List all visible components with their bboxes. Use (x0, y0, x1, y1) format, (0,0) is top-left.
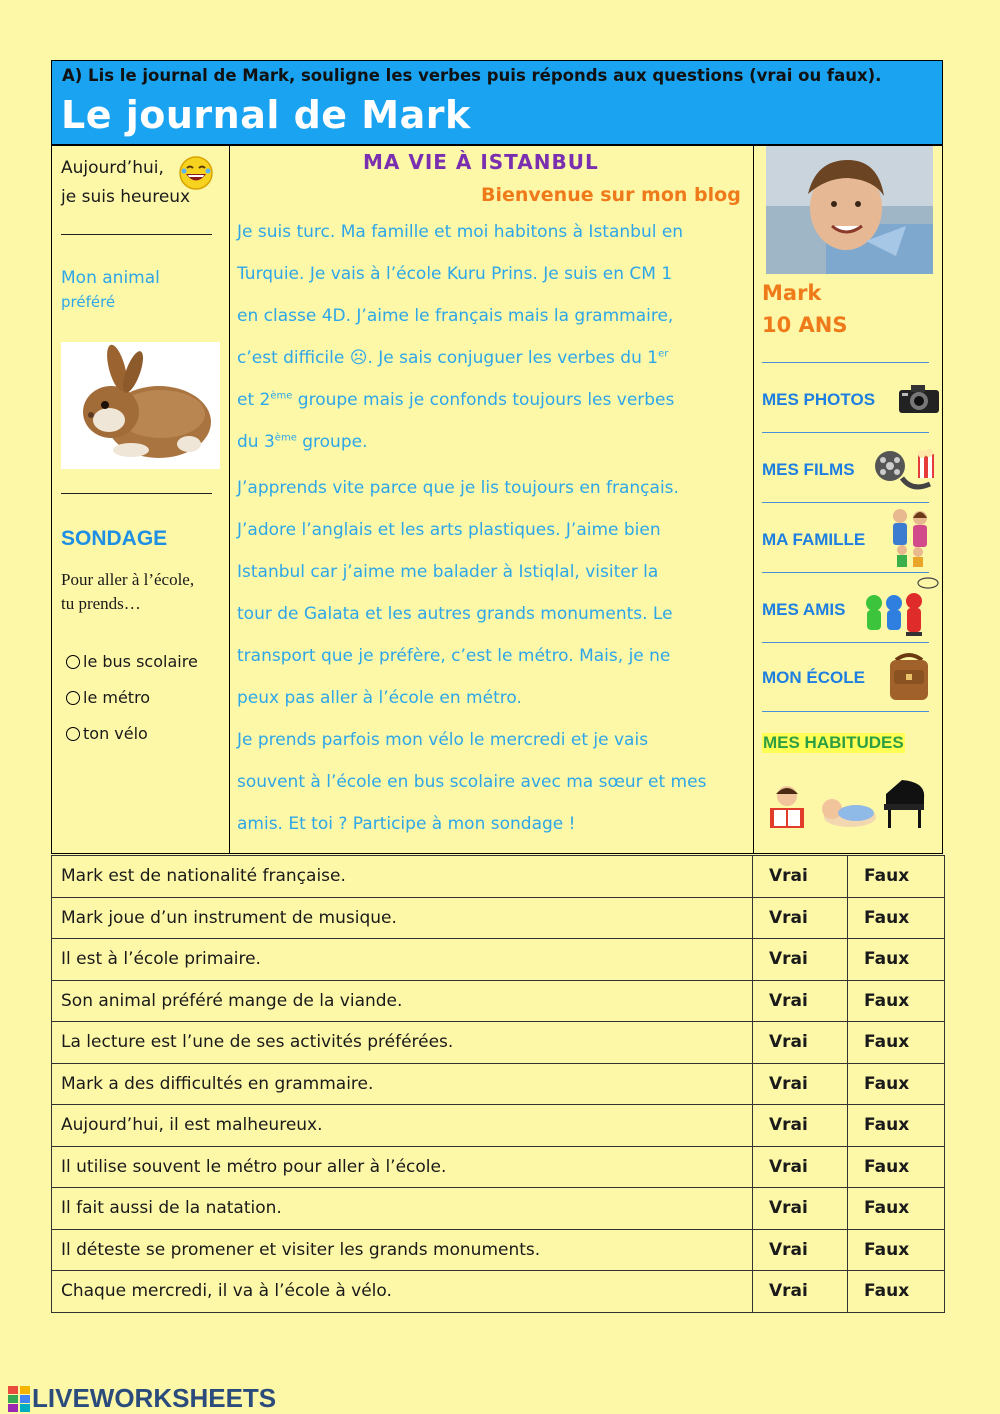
answer-false-option[interactable]: Faux (848, 939, 945, 981)
blog-line: Je prends parfois mon vélo le mercredi et je vais (237, 730, 649, 750)
question-text: Il déteste se promener et visiter les grands monuments. (52, 1229, 753, 1271)
instruction-text: A) Lis le journal de Mark, souligne les verbes puis réponds aux questions (vrai ou faux). (62, 66, 882, 85)
option-label: le bus scolaire (83, 652, 198, 671)
question-text: Mark est de nationalité française. (52, 856, 753, 898)
blog-line-text: groupe. (296, 432, 368, 452)
answer-false-option[interactable]: Faux (848, 856, 945, 898)
divider (61, 234, 212, 235)
column-divider (229, 146, 230, 853)
question-text: Mark a des difficultés en grammaire. (52, 1063, 753, 1105)
profile-age: 10 ANS (762, 313, 848, 337)
answer-false-option[interactable]: Faux (848, 1271, 945, 1313)
survey-question-2: tu prends… (61, 594, 141, 613)
blog-line (237, 432, 367, 452)
table-row (52, 1188, 945, 1230)
question-text: Il est à l’école primaire. (52, 939, 753, 981)
answer-true-option[interactable]: Vrai (753, 1271, 848, 1313)
piano-icon (882, 776, 928, 830)
blog-line: Istanbul car j’aime me balader à Istiqlal, visiter la (237, 562, 659, 582)
liveworksheets-logo-icon (8, 1386, 30, 1412)
table-row (52, 980, 945, 1022)
table-row (52, 1022, 945, 1064)
answer-false-option[interactable]: Faux (848, 980, 945, 1022)
blog-line: peux pas aller à l’école en métro. (237, 688, 522, 708)
blog-line (237, 348, 668, 368)
table-row (52, 1063, 945, 1105)
profile-name: Mark (762, 281, 822, 305)
blog-line: en classe 4D. J’aime le français mais la grammaire, (237, 306, 674, 326)
logo-text: LIVEWORKSHEETS (32, 1383, 277, 1413)
blog-line: transport que je préfère, c’est le métro. Mais, je ne (237, 646, 671, 666)
question-text: Il utilise souvent le métro pour aller à l’école. (52, 1146, 753, 1188)
blog-line: Turquie. Je vais à l’école Kuru Prins. Je suis en CM 1 (237, 264, 673, 284)
profile-photo (766, 146, 933, 274)
blog-line: Je suis turc. Ma famille et moi habitons à Istanbul en (237, 222, 684, 242)
table-row (52, 939, 945, 981)
question-text: Il fait aussi de la natation. (52, 1188, 753, 1230)
table-row (52, 1105, 945, 1147)
menu-habits[interactable]: MES HABITUDES (763, 733, 904, 752)
menu-family[interactable]: MA FAMILLE (762, 530, 866, 549)
divider (762, 432, 929, 433)
schoolbag-icon (886, 652, 932, 702)
blog-line: J’apprends vite parce que je lis toujours en français. (237, 478, 679, 498)
answer-true-option[interactable]: Vrai (753, 897, 848, 939)
divider (762, 642, 929, 643)
column-divider (753, 146, 754, 853)
survey-question-1: Pour aller à l’école, (61, 570, 195, 589)
blog-line: souvent à l’école en bus scolaire avec ma sœur et mes (237, 772, 707, 792)
answer-false-option[interactable]: Faux (848, 1063, 945, 1105)
radio-button[interactable] (66, 691, 80, 705)
blog-line (237, 390, 674, 410)
friends-icon (860, 577, 940, 639)
laughing-emoji-icon (178, 155, 214, 191)
animal-label-2: préféré (61, 293, 116, 311)
question-rows (52, 856, 945, 1313)
option-label: ton vélo (83, 724, 148, 743)
survey-title: SONDAGE (61, 527, 168, 550)
menu-photos[interactable]: MES PHOTOS (762, 390, 876, 409)
answer-false-option[interactable]: Faux (848, 1188, 945, 1230)
mood-line-2: je suis heureux (61, 187, 191, 207)
question-text: Aujourd’hui, il est malheureux. (52, 1105, 753, 1147)
answer-true-option[interactable]: Vrai (753, 1063, 848, 1105)
blog-line-text: du 3 (237, 432, 275, 452)
mood-line-1: Aujourd’hui, (61, 158, 164, 178)
question-text: Chaque mercredi, il va à l’école à vélo. (52, 1271, 753, 1313)
answer-true-option[interactable]: Vrai (753, 939, 848, 981)
divider (762, 362, 929, 363)
divider (61, 493, 212, 494)
page-title: Le journal de Mark (61, 93, 471, 137)
divider (762, 711, 929, 712)
menu-films[interactable]: MES FILMS (762, 460, 855, 479)
answer-false-option[interactable]: Faux (848, 897, 945, 939)
blog-line-text: et 2 (237, 390, 271, 410)
table-row (52, 1271, 945, 1313)
answer-false-option[interactable]: Faux (848, 1229, 945, 1271)
blog-heading: MA VIE À ISTANBUL (363, 150, 599, 174)
divider (762, 502, 929, 503)
table-row (52, 897, 945, 939)
survey-option-bike[interactable] (66, 724, 148, 743)
question-text: Mark joue d’un instrument de musique. (52, 897, 753, 939)
answer-true-option[interactable]: Vrai (753, 1146, 848, 1188)
table-row (52, 856, 945, 898)
question-text: La lecture est l’une de ses activités préférées. (52, 1022, 753, 1064)
blog-line: amis. Et toi ? Participe à mon sondage ! (237, 814, 576, 834)
blog-subheading: Bienvenue sur mon blog (481, 184, 741, 206)
divider (762, 572, 929, 573)
answer-true-option[interactable]: Vrai (753, 1022, 848, 1064)
radio-button[interactable] (66, 727, 80, 741)
answer-false-option[interactable]: Faux (848, 1105, 945, 1147)
survey-option-metro[interactable] (66, 688, 150, 707)
rabbit-image (61, 342, 220, 469)
option-label: le métro (83, 688, 151, 707)
answer-true-option[interactable]: Vrai (753, 980, 848, 1022)
answer-true-option[interactable]: Vrai (753, 1229, 848, 1271)
superscript: er (658, 348, 669, 360)
superscript: ème (274, 432, 297, 444)
footer-logo (8, 1383, 276, 1414)
blog-line: J’adore l’anglais et les arts plastiques. J’aime bien (237, 520, 661, 540)
blog-line: tour de Galata et les autres grands monuments. Le (237, 604, 673, 624)
sleeping-child-icon (818, 787, 876, 831)
camera-icon (898, 384, 940, 414)
menu-school[interactable]: MON ÉCOLE (762, 668, 865, 687)
blog-line-text: groupe mais je confonds toujours les verbes (292, 390, 675, 410)
menu-friends[interactable]: MES AMIS (762, 600, 846, 619)
answer-false-option[interactable]: Faux (848, 1022, 945, 1064)
question-text: Son animal préféré mange de la viande. (52, 980, 753, 1022)
table-row (52, 1229, 945, 1271)
film-reel-icon (872, 448, 938, 494)
answer-true-option[interactable]: Vrai (753, 856, 848, 898)
worksheet-header (51, 60, 943, 145)
table-row (52, 1146, 945, 1188)
survey-option-bus[interactable] (66, 652, 198, 671)
radio-button[interactable] (66, 655, 80, 669)
answer-false-option[interactable]: Faux (848, 1146, 945, 1188)
reading-child-icon (762, 782, 812, 832)
superscript: ème (270, 390, 293, 402)
true-false-table (51, 855, 945, 1313)
animal-label-1: Mon animal (61, 268, 160, 288)
blog-line-text: c’est difficile ☹. Je sais conjuguer les verbes du 1 (237, 348, 659, 368)
answer-true-option[interactable]: Vrai (753, 1105, 848, 1147)
answer-true-option[interactable]: Vrai (753, 1188, 848, 1230)
family-icon (888, 506, 932, 568)
